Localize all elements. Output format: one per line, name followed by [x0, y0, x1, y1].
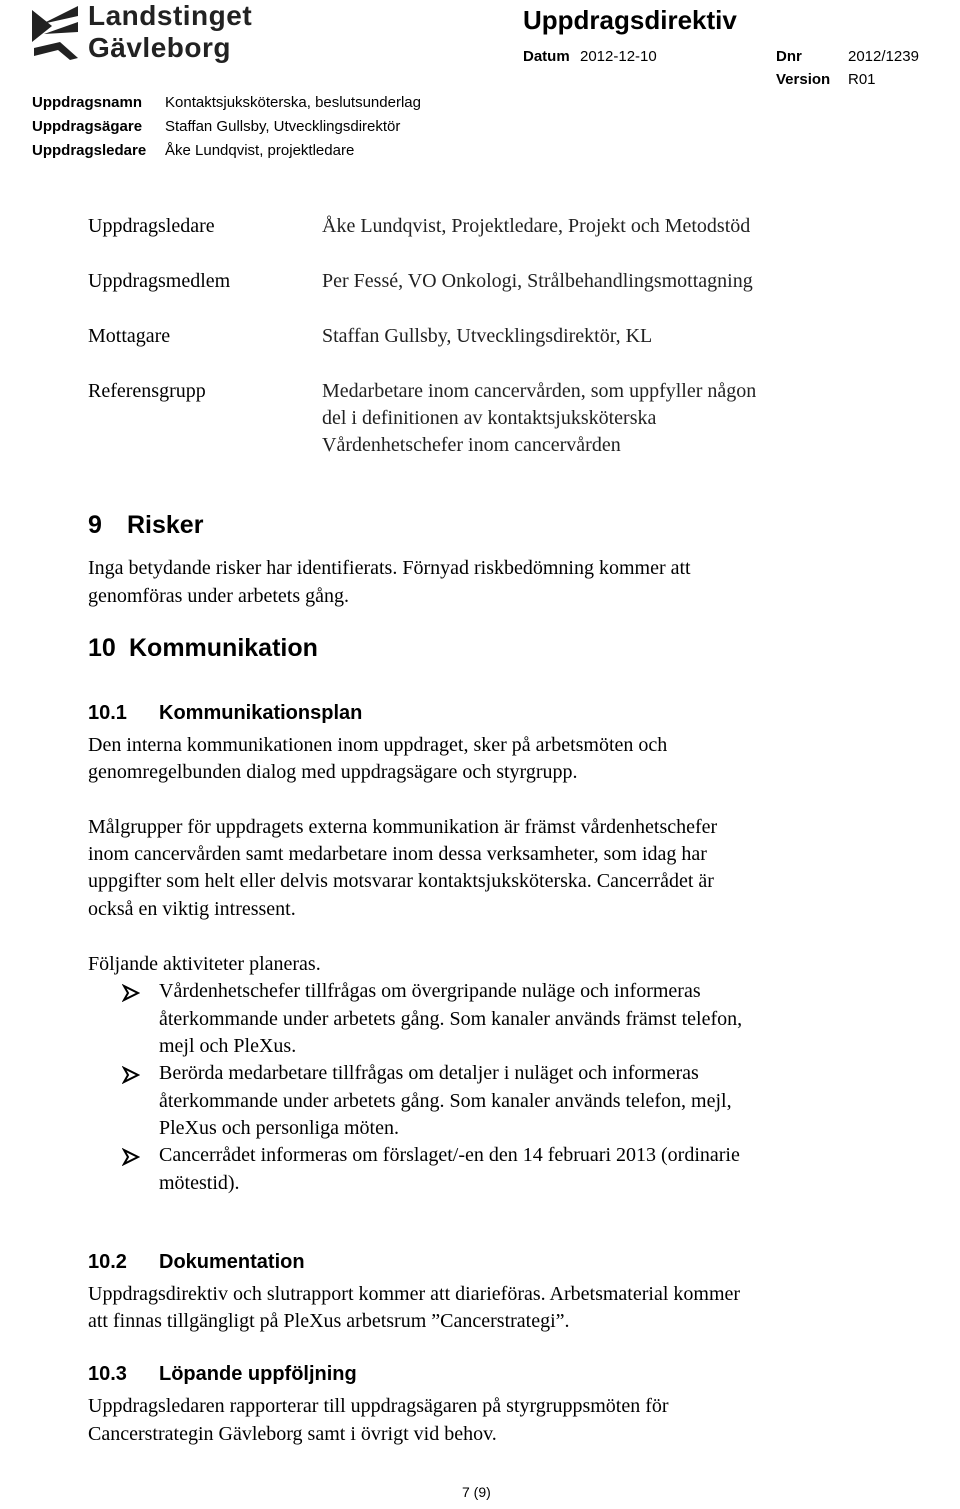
role-label: Uppdragsledare [88, 215, 215, 237]
field-value-uppdragsnamn: Kontaktsjuksköterska, beslutsunderlag [165, 94, 421, 111]
role-value: Åke Lundqvist, Projektledare, Projekt och Metodstöd [322, 215, 751, 237]
paragraph-line: att finnas tillgängligt på PleXus arbetsrum ”Cancerstrategi”. [88, 1310, 570, 1332]
role-value: Vårdenhetschefer inom cancervården [322, 434, 621, 456]
role-value: Staffan Gullsby, Utvecklingsdirektör, KL [322, 325, 653, 347]
paragraph-line: Uppdragsdirektiv och slutrapport kommer att diarieföras. Arbetsmaterial kommer [88, 1283, 741, 1305]
bullet-line: återkommande under arbetets gång. Som kanaler används telefon, mejl, [159, 1090, 732, 1112]
subsection-number: 10.2 [88, 1251, 127, 1273]
arrow-bullet-icon [122, 984, 140, 1002]
section-title: Risker [127, 511, 204, 539]
section-title: Kommunikation [129, 634, 318, 662]
section-number: 10 [88, 634, 116, 662]
org-name-line1: Landstinget [88, 0, 253, 31]
subsection-number: 10.1 [88, 702, 127, 724]
role-label: Uppdragsmedlem [88, 270, 231, 292]
subsection-title: Kommunikationsplan [159, 702, 363, 724]
field-value-uppdragsagare: Staffan Gullsby, Utvecklingsdirektör [165, 118, 401, 135]
paragraph-line: uppgifter som helt eller delvis motsvarar kontaktsjuksköterska. Cancerrådet är [88, 870, 714, 892]
logo-mark-icon [30, 4, 80, 60]
version-value: R01 [848, 71, 876, 88]
paragraph-line: Uppdragsledaren rapporterar till uppdragsägaren på styrgruppsmöten för [88, 1395, 669, 1417]
dnr-label: Dnr [776, 48, 802, 65]
subsection-number: 10.3 [88, 1363, 127, 1385]
field-value-uppdragsledare: Åke Lundqvist, projektledare [165, 142, 355, 159]
dnr-value: 2012/1239 [848, 48, 919, 65]
page-number: 7 (9) [462, 1484, 491, 1500]
org-name-line2: Gävleborg [88, 32, 231, 63]
role-value: Per Fessé, VO Onkologi, Strålbehandlingsmottagning [322, 270, 753, 292]
paragraph-line: Cancerstrategin Gävleborg samt i övrigt vid behov. [88, 1423, 497, 1445]
bullet-line: Cancerrådet informeras om förslaget/-en den 14 februari 2013 (ordinarie [159, 1144, 740, 1166]
paragraph-line: Inga betydande risker har identifierats. Förnyad riskbedömning kommer att [88, 557, 691, 579]
bullet-line: Berörda medarbetare tillfrågas om detaljer i nuläget och informeras [159, 1062, 699, 1084]
document-type: Uppdragsdirektiv [523, 5, 737, 35]
arrow-bullet-icon [122, 1148, 140, 1166]
bullet-line: mötestid). [159, 1172, 240, 1194]
field-label-uppdragsledare: Uppdragsledare [32, 142, 147, 159]
bullet-line: mejl och PleXus. [159, 1035, 297, 1057]
bullet-line: PleXus och personliga möten. [159, 1117, 399, 1139]
datum-value: 2012-12-10 [580, 48, 657, 65]
field-label-uppdragsagare: Uppdragsägare [32, 118, 143, 135]
arrow-bullet-icon [122, 1066, 140, 1084]
role-value: del i definitionen av kontaktsjuksköterska [322, 407, 657, 429]
paragraph-line: inom cancervården samt medarbetare inom dessa verksamheter, som idag har [88, 843, 707, 865]
paragraph-line: genomföras under arbetets gång. [88, 585, 350, 607]
paragraph-line: Den interna kommunikationen inom uppdraget, sker på arbetsmöten och [88, 734, 668, 756]
paragraph-line: genomregelbunden dialog med uppdragsägare och styrgrupp. [88, 761, 578, 783]
subsection-title: Dokumentation [159, 1251, 305, 1273]
bullet-line: Vårdenhetschefer tillfrågas om övergripande nuläge och informeras [159, 980, 701, 1002]
field-label-uppdragsnamn: Uppdragsnamn [32, 94, 143, 111]
paragraph-line: Målgrupper för uppdragets externa kommunikation är främst vårdenhetschefer [88, 816, 718, 838]
bullet-line: återkommande under arbetets gång. Som kanaler används främst telefon, [159, 1008, 743, 1030]
role-value: Medarbetare inom cancervården, som uppfyller någon [322, 380, 757, 402]
section-number: 9 [88, 511, 102, 539]
paragraph-line: Följande aktiviteter planeras. [88, 953, 321, 975]
role-label: Mottagare [88, 325, 171, 347]
subsection-title: Löpande uppföljning [159, 1363, 357, 1385]
paragraph-line: också en viktig intressent. [88, 898, 296, 920]
version-label: Version [776, 71, 831, 88]
role-label: Referensgrupp [88, 380, 206, 402]
datum-label: Datum [523, 48, 570, 65]
